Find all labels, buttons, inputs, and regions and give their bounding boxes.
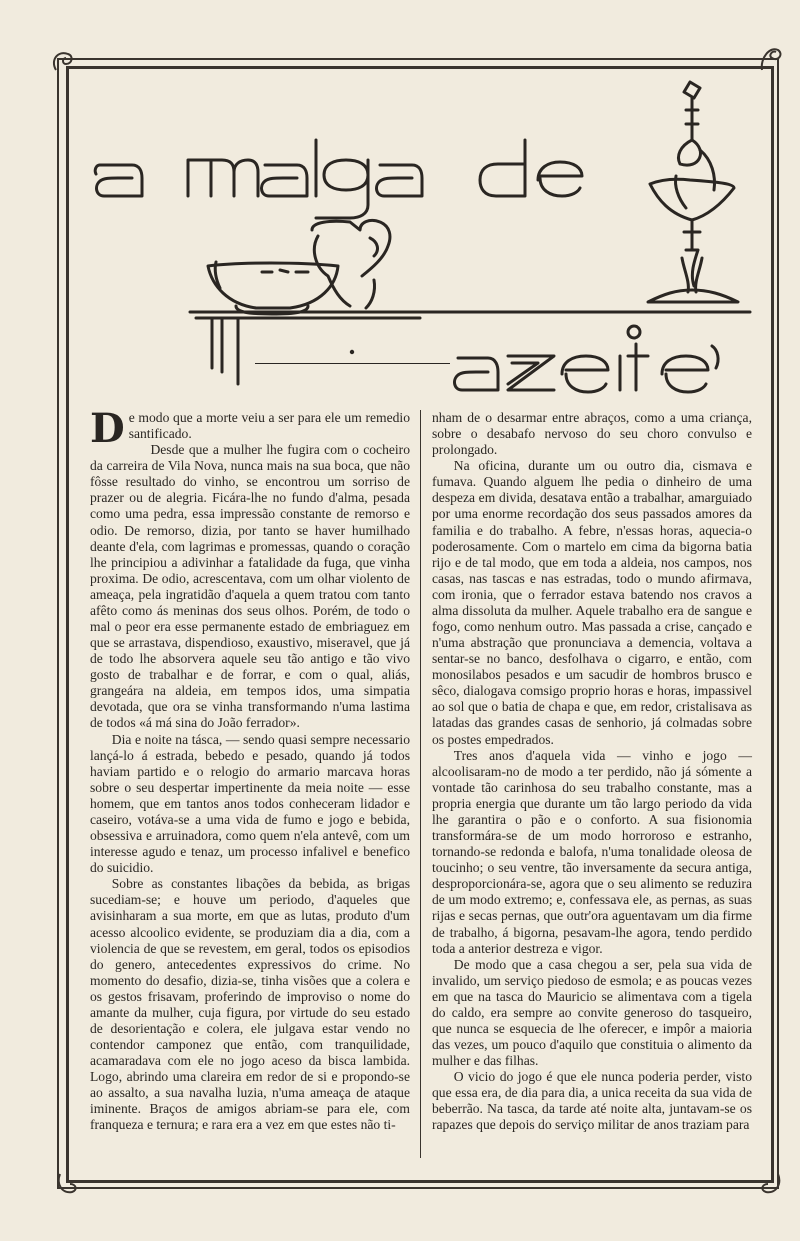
paragraph-continued: nham de o desarmar entre abraços, como a uma criança, sobre o desabafo nervoso do seu choro convulso e prolongado. xyxy=(432,410,752,458)
paragraph-5: Na oficina, durante um ou outro dia, cismava e fumava. Quando alguem lhe pedia o dinheiro de uma despeza em divida, desatava então a trabalhar, amarguiado por uma enorme recordação dos seus passados amores da familia e do trabalho. A febre, n'essas horas, aquecia-o poderosamente. Com o martelo em cima da bigorna batia rijo e de tal modo, que em toda a aldeia, nos campos, nos casas, nas tascas e nas estradas, todo o mundo afirmava, com ironia, que o ferrador estava batendo nos cravos a alma dissoluta da mulher. Aquele trabalho era de sangue e fogo, como nenhum outro. Mas passada a crise, cançado e n'uma abstração que pronunciava a demencia, voltava a sentar-se no banco, desfolhava o cigarro, e então, com monosilabos pesados e um sacudir de hombros brusco e sêco, dialogava comsigo proprio horas e horas, impassivel ao sol que o batia de chapa e que, em redor, cristalisava as latadas das grandes casas de senhorio, já colmadas sobre os postes empedrados. xyxy=(432,458,752,747)
paragraph-2: Desde que a mulher lhe fugira com o cocheiro da carreira de Vila Nova, nunca mais na sua boca, que não fôsse resultado do vinho, se encontrou um sorriso de prazer ou de alegria. Ficára-lhe no fundo d'alma, pesada como uma pedra, essa impressão constante de remorso e odio. De remorso, dizia, por tanto se haver humilhado deante d'ela, com lagrimas e promessas, quando o coração lhe principiou a adivinhar a fatalidade da fuga, que vinha proxima. De odio, acrescentava, com um olhar violento de ameaça, pela ingratidão d'aquela a quem tratou com tanto afêto como ás meninas dos seus olhos. Porém, de todo o mal o peor era esse permanente estado de embriaguez em que se arrastava, dispendioso, exaustivo, miseravel, que já de todo lhe absorvera aquele seu tão antigo e tão vivo gosto de trabalhar e de forrar, e com o qual, aliás, grangeára na aldeia, em tempos idos, uma simpatia devotada, que ora se vinha transformando n'uma lastima de todos «á má sina do João ferrador». xyxy=(90,442,410,731)
title-word-azeite xyxy=(455,326,719,392)
column-divider xyxy=(420,410,421,1158)
paragraph-4: Sobre as constantes libações da bebida, as brigas sucediam-se; e houve um periodo, d'aqueles que avisinharam a sua morte, em que as lutas, produto d'um acesso alcoolico evidente, se produziam dia a dia, com a violencia de que se revestem, em geral, todos os episodios do genero, antecedentes expressivos do crime. No momento do desafio, dizia-se, tinha visões que a colera e os gestos frisavam, proferindo de improviso o nome do amante da mulher, cuja figura, por virtude do seu estado de desorientação e colera, ele julgava estar vendo no contendor camponez que então, com tranquilidade, acamaradava com ele no jogo aceso da bisca lambida. Logo, abrindo uma clareira em redor de si e propondo-se ao assalto, a sua navalha luzia, n'uma ameaça de ataque iminente. Braços de amigos abriam-se para ele, com franqueza e ternura; e rara era a vez em que estes não ti- xyxy=(90,876,410,1133)
corner-ornament-bottom-left xyxy=(52,1170,82,1200)
paragraph-7: De modo que a casa chegou a ser, pela sua vida de invalido, um serviço piedoso de esmola; e as poucas vezes em que na tasca do Mauricio se alimentava com a tigela do caldo, era sempre ao convite generoso do tasqueiro, que nunca se esquecia de lhe oferecer, e impôr a maioria das vezes, um pouco d'aquilo que constituia o alimento da mulher e das filhas. xyxy=(432,956,752,1069)
paragraph-3: Dia e noite na tásca, — sendo quasi sempre necessario lançá-lo á estrada, bebedo e pesado, quando já todos haviam partido e o relogio do armario marcava horas sobre o seu despertar impertinente da meia noite — esse homem, que em tantos anos todos conheceram lidador e caseiro, votáva-se a uma vida de fumo e jogo e bebida, obsessiva e arruinadora, como quem n'ela antevê, com um interesse agudo e tenaz, um processo infalivel e benefico do suicidio. xyxy=(90,731,410,876)
corner-ornament-bottom-right xyxy=(756,1170,786,1200)
header-rule xyxy=(255,363,450,364)
paragraph-6: Tres anos d'aquela vida — vinho e jogo — alcoolisaram-no de modo a ter perdido, não já sómente a vontade tão carinhosa do seu trabalho constante, mas a propria energia que durante um tão largo periodo da vida lhe garantira o pão e o conforto. A sua fisionomia transformára-se de um modo horroroso e estranho, tornando-se redonda e balofa, n'uma tonalidade oleosa de toucinho; o seu ventre, tão inversamente da secura antiga, desproporcionára-se, agora que o seu alimento se reduzira de um modo extremo; e, confessava ele, as pernas, as suas rijas e secas pernas, que outr'ora aguentavam um dia firme de trabalho, á bigorna, pesavam-lhe agora, tendo perdido toda a anterior destreza e vigor. xyxy=(432,747,752,956)
title-word-malga xyxy=(188,140,422,218)
title-letter-a1 xyxy=(95,165,142,196)
paragraph-8: O vicio do jogo é que ele nunca poderia perder, visto que essa era, de dia para dia, a unica receita da sua vida de beberrão. Na tasca, da tarde até noite alta, juntavam-se os rapazes que depois do serviço militar de anos traziam para xyxy=(432,1069,752,1133)
bowl-illustration xyxy=(208,262,338,314)
text-column-right xyxy=(432,410,752,1134)
oil-lamp-illustration xyxy=(648,82,738,302)
paragraph-1: De modo que a morte veiu a ser para ele um remedio santificado. xyxy=(90,405,410,452)
header-illustration xyxy=(0,0,800,410)
title-word-de xyxy=(480,140,582,196)
drop-cap: D xyxy=(90,405,125,452)
text-column-left xyxy=(90,405,410,1134)
